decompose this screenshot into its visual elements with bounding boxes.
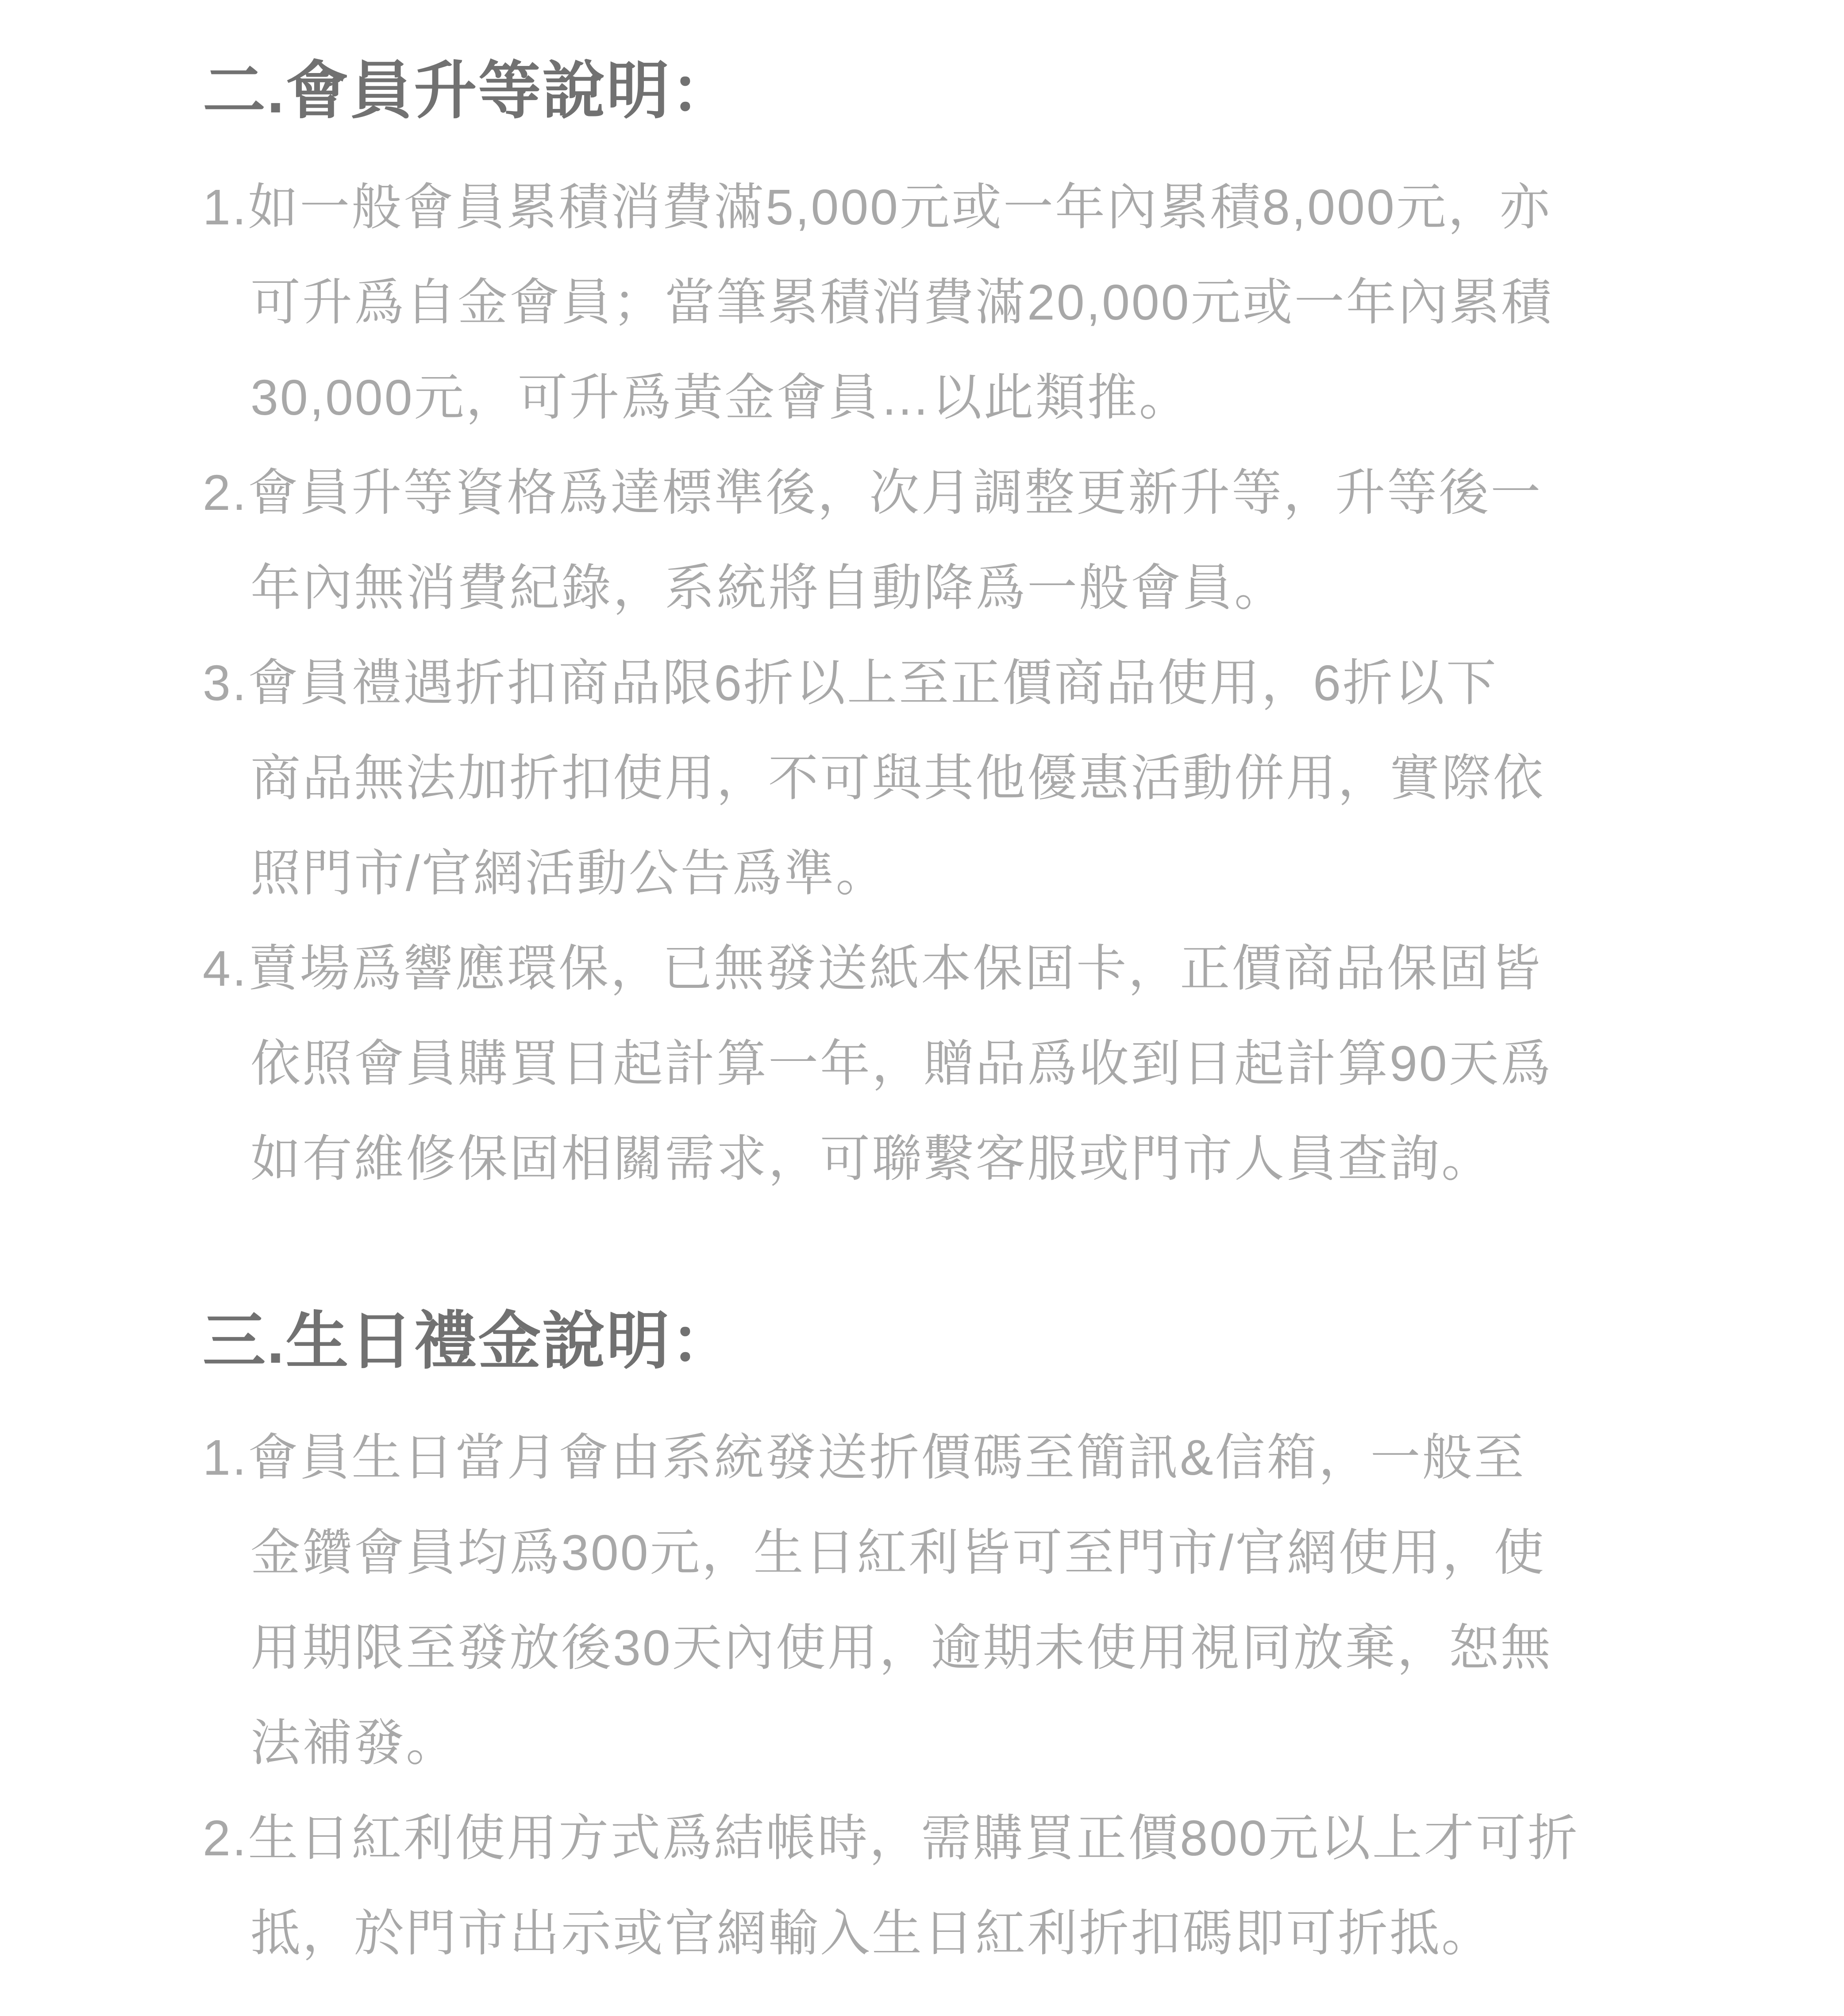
text-line: 如有維修保固相關需求，可聯繫客服或門市人員查詢。 [250, 1131, 1493, 1187]
text-line: 30,000元，可升爲黃金會員…以此類推。 [250, 370, 1191, 425]
text-line: 4.賣場爲響應環保，已無發送紙本保固卡，正價商品保固皆 [203, 941, 1543, 996]
section-member-upgrade [203, 42, 1764, 1207]
numbered-list [203, 160, 1764, 1207]
text-line: 可升爲自金會員；當筆累積消費滿20,000元或一年內累積 [250, 274, 1553, 330]
text-line: 2.生日紅利使用方式爲結帳時，需購買正價800元以上才可折 [203, 1810, 1579, 1866]
list-item [203, 1410, 1764, 1791]
text-line: 年內無消費紀錄，系統將自動降爲一般會員。 [250, 560, 1286, 616]
text-line: 用期限至發放後30天內使用，逾期未使用視同放棄，恕無 [250, 1620, 1552, 1676]
list-item [203, 1791, 1764, 1981]
text-line: 照門市/官網活動公告爲準。 [250, 845, 888, 901]
text-line: 法補發。 [250, 1715, 458, 1771]
text-line: 1.會員生日當月會由系統發送折價碼至簡訊&信箱，一般至 [203, 1430, 1526, 1485]
text-line: 依照會員購買日起計算一年，贈品爲收到日起計算90天爲 [250, 1036, 1552, 1091]
list-item [203, 160, 1764, 445]
section-heading: 三.生日禮金說明： [203, 1306, 735, 1376]
text-line: 3.會員禮遇折扣商品限6折以上至正價商品使用，6折以下 [203, 655, 1498, 711]
list-item [203, 921, 1764, 1207]
list-item [203, 445, 1764, 636]
text-line: 商品無法加折扣使用，不可與其他優惠活動併用，實際依 [250, 750, 1545, 806]
numbered-list [203, 1410, 1764, 1981]
section-birthday-gift [203, 1293, 1764, 1981]
section-heading: 二.會員升等說明： [203, 56, 735, 126]
text-line: 2.會員升等資格爲達標準後，次月調整更新升等，升等後一 [203, 465, 1543, 520]
text-line: 抵，於門市出示或官網輸入生日紅利折扣碼即可折抵。 [250, 1905, 1493, 1961]
list-item [203, 636, 1764, 921]
text-line: 1.如一般會員累積消費滿5,000元或一年內累積8,000元，亦 [203, 179, 1551, 235]
text-line: 金鑽會員均爲300元，生日紅利皆可至門市/官網使用，使 [250, 1525, 1546, 1580]
